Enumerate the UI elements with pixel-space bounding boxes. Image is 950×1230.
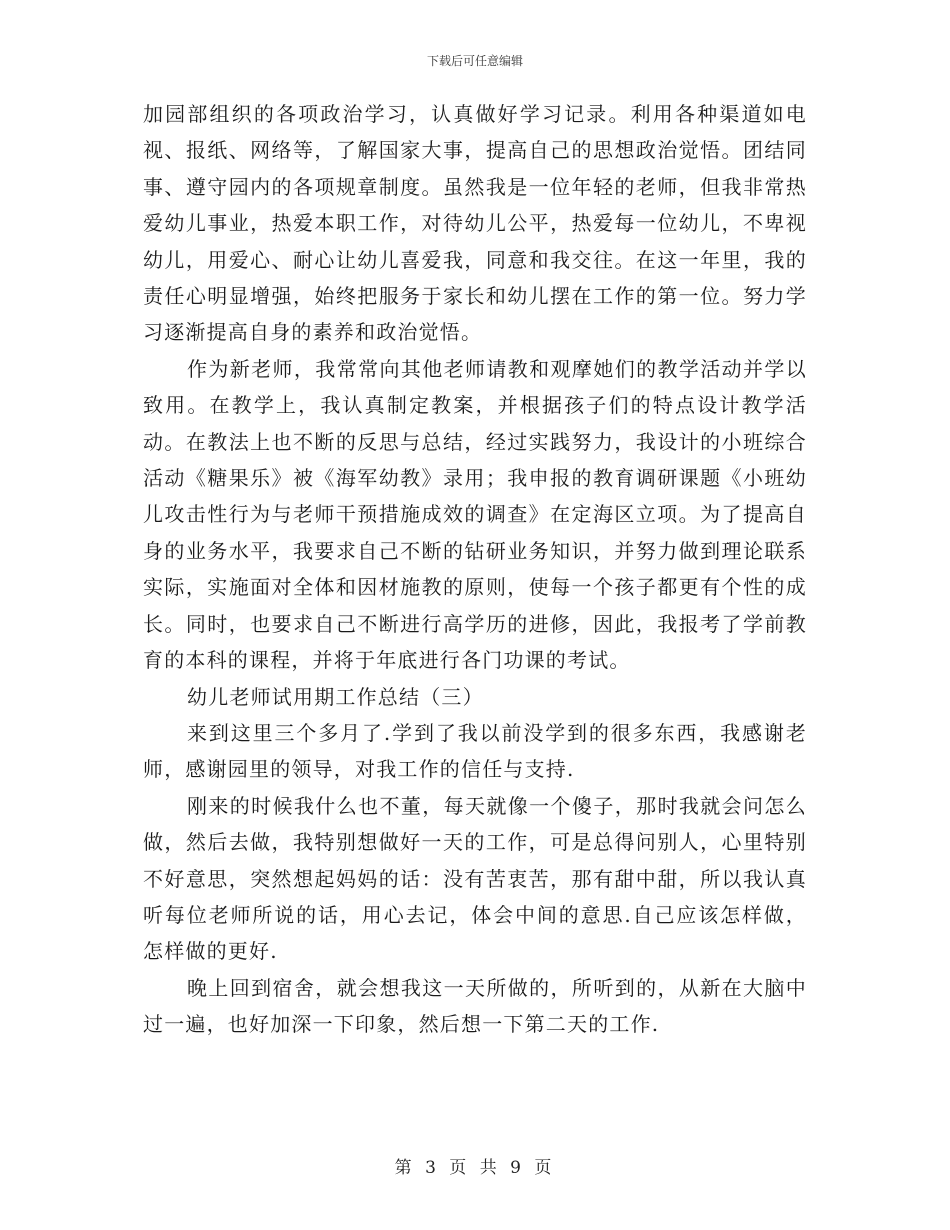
paragraph-evening-review: 晚上回到宿舍，就会想我这一天所做的，所听到的，从新在大脑中过一遍，也好加深一下印象，然后想一下第二天的工作.: [143, 975, 807, 1037]
section-heading: 幼儿老师试用期工作总结（三）: [187, 684, 484, 709]
paragraph-teaching-work: 作为新老师，我常常向其他老师请教和观摩她们的教学活动并学以致用。在教学上，我认真制定教案，并根据孩子们的特点设计教学活动。在教法上也不断的反思与总结，经过实践努力，我设计的小班综合活动《糖果乐》被《海军幼教》录用；我申报的教育调研课题《小班幼儿攻击性行为与老师干预措施成效的调查》在定海区立项。为了提高自身的业务水平，我要求自己不断的钻研业务知识，并努力做到理论联系实际，实施面对全体和因材施教的原则，使每一个孩子都更有个性的成长。同时，也要求自己不断进行高学历的进修，因此，我报考了学前教育的本科的课程，并将于年底进行各门功课的考试。: [143, 356, 807, 673]
document-body: [143, 96, 807, 1043]
paragraph-three-months: 来到这里三个多月了.学到了我以前没学到的很多东西，我感谢老师，感谢园里的领导，对我工作的信任与支持.: [143, 720, 807, 782]
paragraph-political-study: 加园部组织的各项政治学习，认真做好学习记录。利用各种渠道如电视、报纸、网络等，了解国家大事，提高自己的思想政治觉悟。团结同事、遵守园内的各项规章制度。虽然我是一位年轻的老师，但我非常热爱幼儿事业，热爱本职工作，对待幼儿公平，热爱每一位幼儿，不卑视幼儿，用爱心、耐心让幼儿喜爱我，同意和我交往。在这一年里，我的责任心明显增强，始终把服务于家长和幼儿摆在工作的第一位。努力学习逐渐提高自身的素养和政治觉悟。: [143, 102, 807, 345]
page-number: 第 3 页 共 9 页: [394, 1158, 556, 1178]
page-header-note: 下载后可任意编辑: [426, 54, 523, 68]
paragraph-first-days: 刚来的时候我什么也不董，每天就像一个傻子，那时我就会问怎么做，然后去做，我特别想做好一天的工作，可是总得问别人，心里特别不好意思，突然想起妈妈的话：没有苦衷苦，那有甜中甜，所以我认真听每位老师所说的话，用心去记，体会中间的意思.自己应该怎样做，怎样做的更好.: [143, 793, 807, 964]
